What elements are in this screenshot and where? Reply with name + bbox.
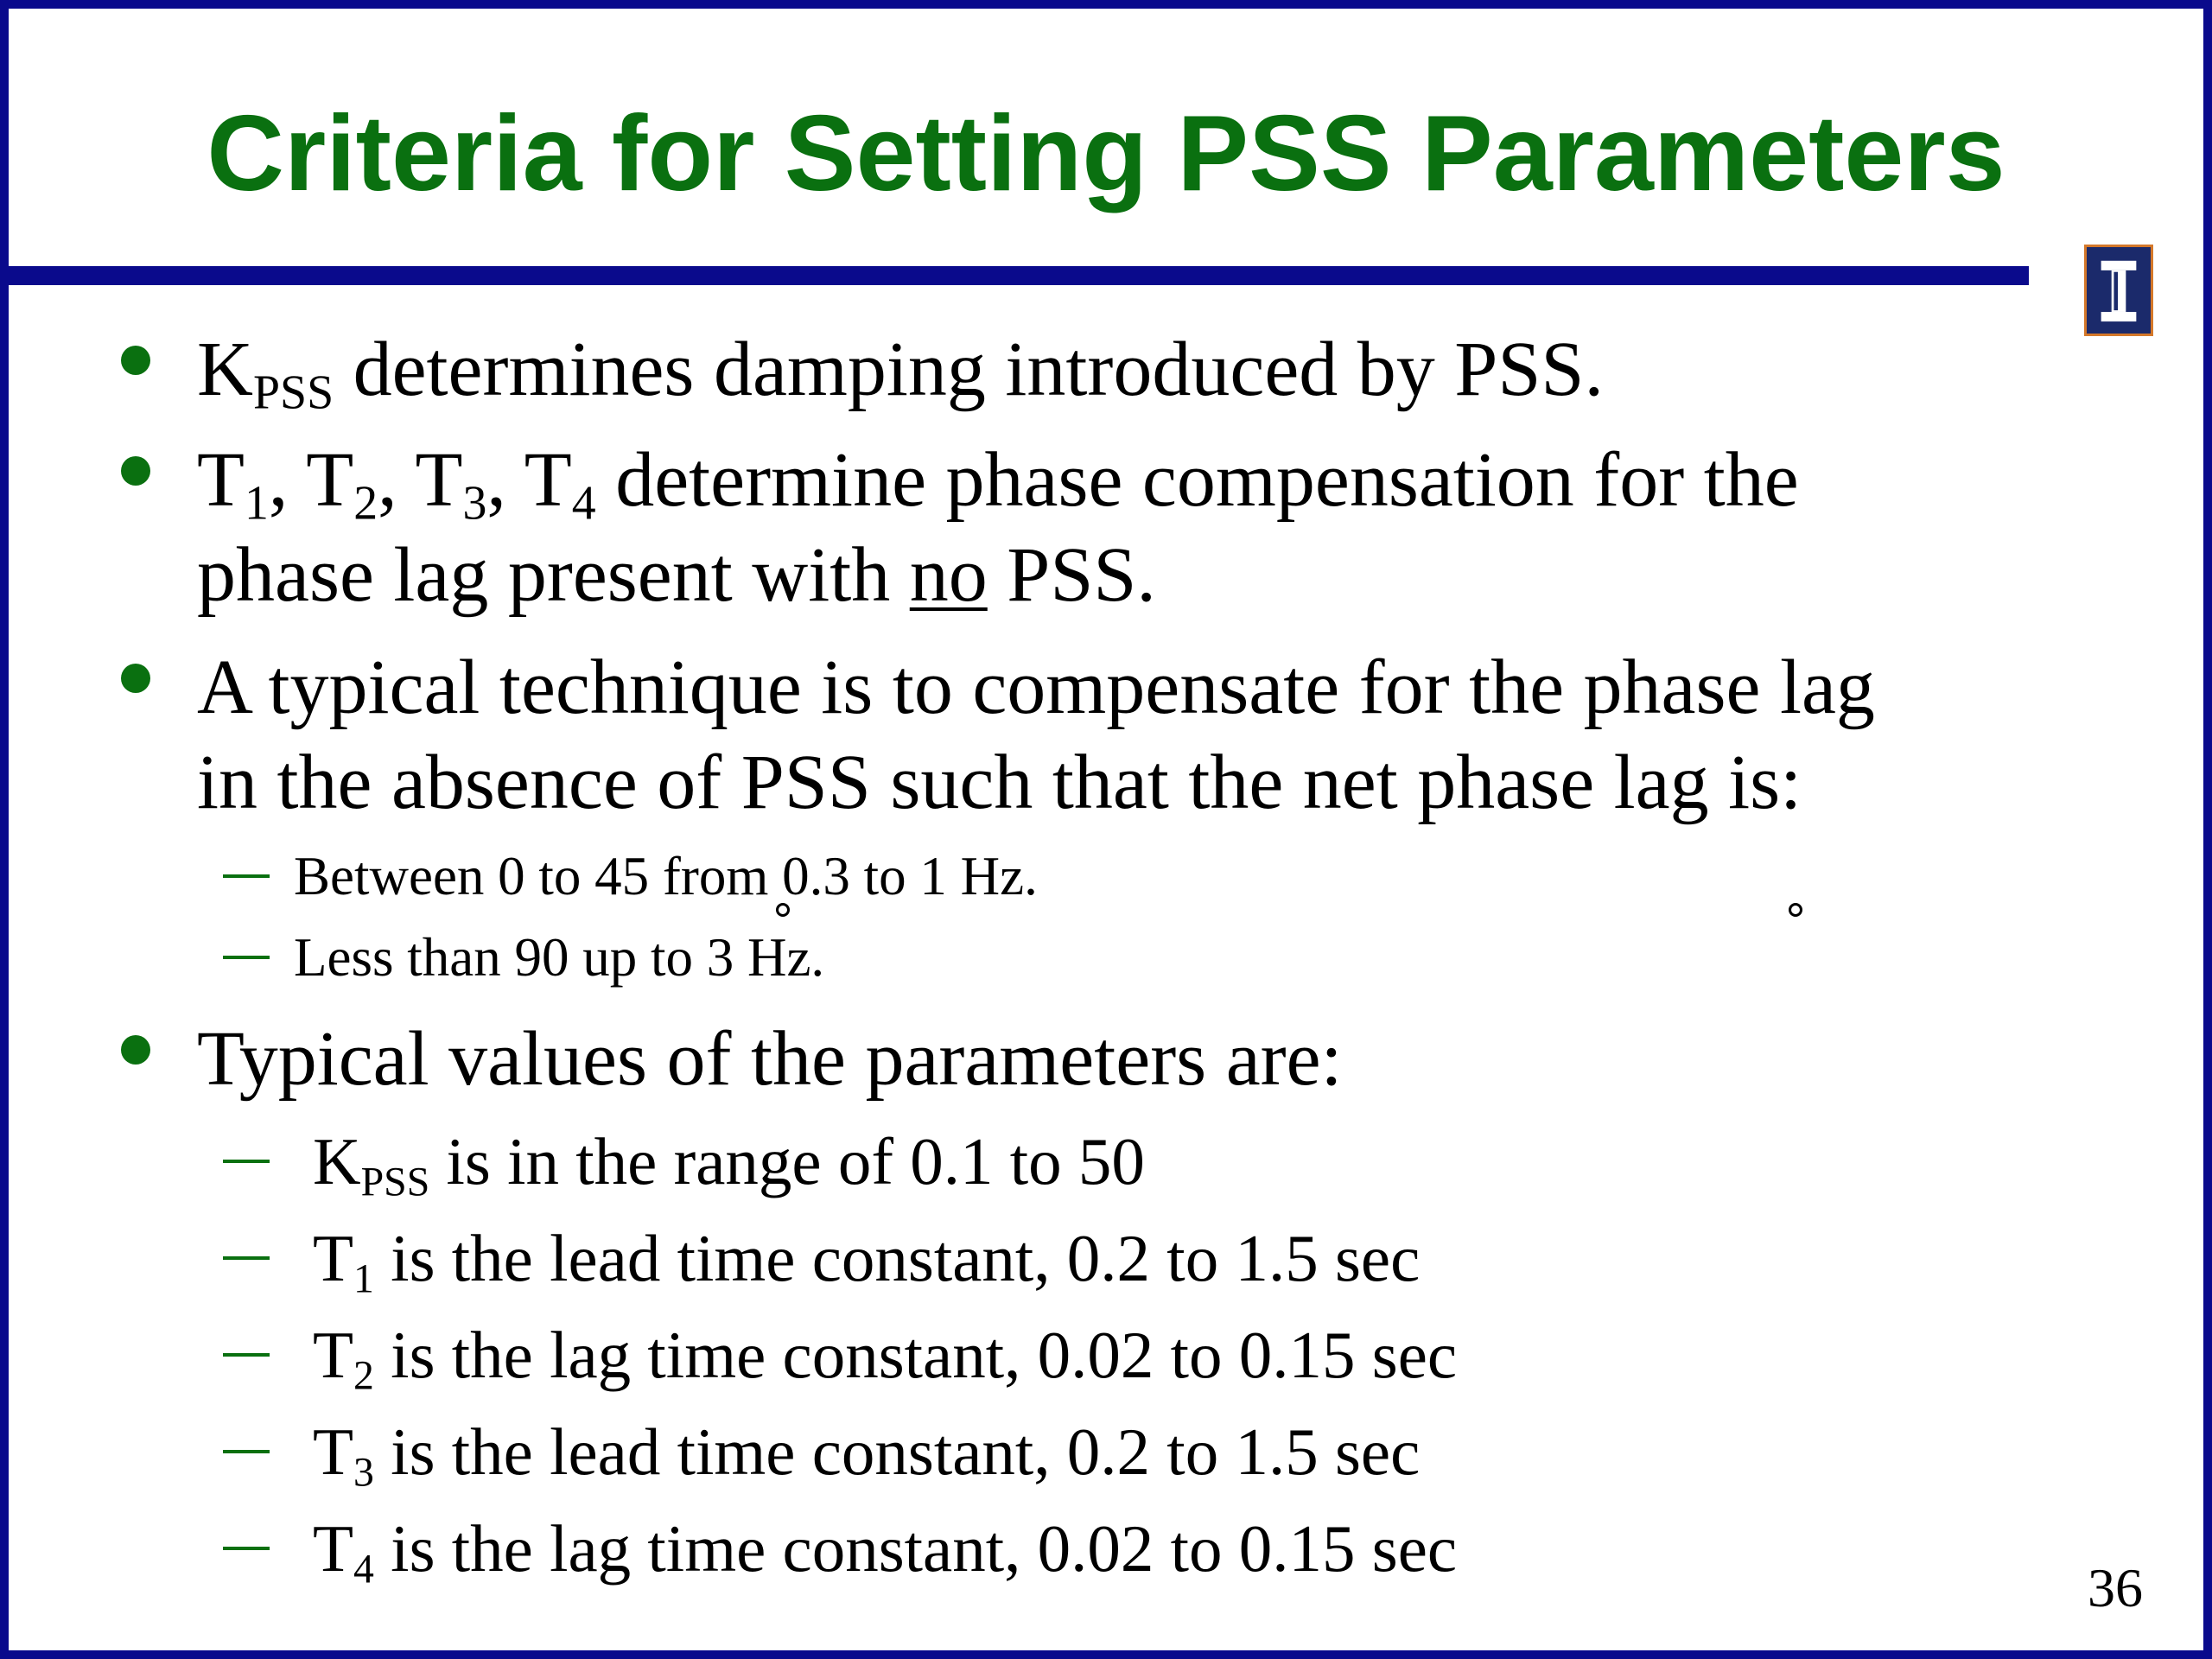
sub-bullet-text: is in the range of 0.1 to 50 <box>429 1124 1145 1198</box>
sub-bullet-dash <box>223 1547 270 1550</box>
degree-symbol <box>1789 903 1802 917</box>
bullet-kpss-damping <box>197 323 1604 420</box>
sub-bullet-between-0-45: Between 0 to 45 from 0.3 to 1 Hz. <box>294 846 1038 906</box>
sub-bullet-dash <box>223 1256 270 1260</box>
t1-subscript: 1 <box>244 476 269 531</box>
t2-symbol: T <box>313 1318 354 1392</box>
sub-bullet-dash <box>223 874 270 878</box>
kpss-symbol: K <box>197 327 253 412</box>
bullet-text: PSS. <box>987 532 1156 618</box>
bullet-typical-values: Typical values of the parameters are: <box>197 1016 1343 1102</box>
t1-symbol: T <box>313 1221 354 1295</box>
bullet-text: determine phase compensation for the <box>595 437 1799 523</box>
sub-bullet-dash <box>223 1450 270 1453</box>
t2-subscript: 2 <box>353 476 378 531</box>
sub-bullet-text: is the lead time constant, 0.2 to 1.5 sec <box>373 1221 1421 1295</box>
t2-symbol: T <box>306 437 354 523</box>
bullet-marker <box>121 1035 150 1065</box>
t3-subscript: 3 <box>462 476 487 531</box>
bullet-marker <box>121 346 150 375</box>
kpss-subscript: PSS <box>360 1159 430 1205</box>
t4-subscript: 4 <box>571 476 596 531</box>
kpss-symbol: K <box>313 1124 361 1198</box>
sub-bullet-text: is the lag time constant, 0.02 to 0.15 sec <box>373 1318 1458 1392</box>
t4-subscript: 4 <box>353 1546 374 1592</box>
t3-subscript: 3 <box>353 1449 374 1496</box>
separator: , <box>378 437 416 523</box>
sub-bullet-t4-range <box>313 1509 1458 1592</box>
sub-bullet-t1-range <box>313 1218 1421 1302</box>
sub-bullet-t2-range <box>313 1315 1458 1399</box>
t1-symbol: T <box>197 437 245 523</box>
degree-symbol <box>776 903 790 917</box>
bullet-time-constants-line2 <box>197 529 1156 622</box>
t1-subscript: 1 <box>353 1255 374 1302</box>
bullet-marker <box>121 456 150 486</box>
bullet-technique-line1: A typical technique is to compensate for the phase lag <box>197 645 1875 730</box>
sub-bullet-text: is the lag time constant, 0.02 to 0.15 sec <box>373 1511 1458 1586</box>
t2-subscript: 2 <box>353 1352 374 1399</box>
bullet-marker <box>121 664 150 693</box>
sub-bullet-kpss-range <box>313 1122 1145 1205</box>
slide-title: Criteria for Setting PSS Parameters <box>207 94 2005 213</box>
t3-symbol: T <box>415 437 463 523</box>
sub-bullet-text: is the lead time constant, 0.2 to 1.5 sec <box>373 1414 1421 1489</box>
sub-bullet-t3-range <box>313 1412 1421 1496</box>
sub-bullet-less-than-90: Less than 90 up to 3 Hz. <box>294 927 825 988</box>
bullet-text: determines damping introduced by PSS. <box>334 327 1604 412</box>
sub-bullet-dash <box>223 1353 270 1357</box>
sub-bullet-dash <box>223 1160 270 1163</box>
bullet-time-constants-line1 <box>197 434 1799 531</box>
bullet-technique-line2: in the absence of PSS such that the net phase lag is: <box>197 740 1802 825</box>
t3-symbol: T <box>313 1414 354 1489</box>
page-number: 36 <box>2088 1557 2143 1618</box>
bullet-text: phase lag present with <box>197 532 910 618</box>
underlined-no: no <box>909 532 988 618</box>
t4-symbol: T <box>313 1511 354 1586</box>
kpss-subscript: PSS <box>253 365 334 420</box>
separator: , <box>486 437 524 523</box>
t4-symbol: T <box>524 437 572 523</box>
separator: , <box>268 437 307 523</box>
sub-bullet-dash <box>223 956 270 959</box>
